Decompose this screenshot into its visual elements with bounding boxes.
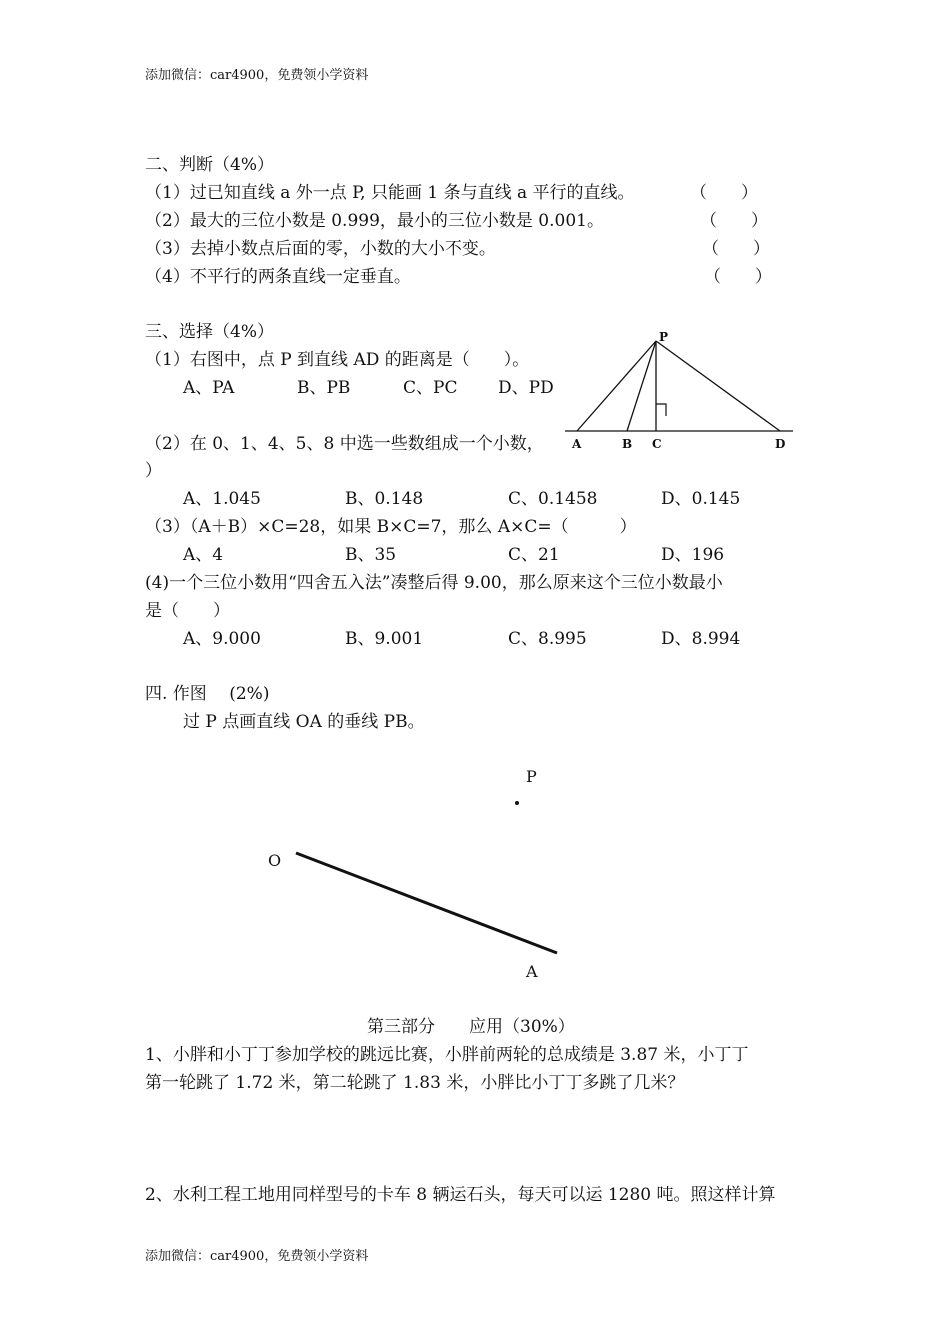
section3-title: 三、选择（4%） xyxy=(145,322,274,342)
choice-q4-option-a: A、9.000 xyxy=(183,629,261,649)
line-oa xyxy=(296,853,557,953)
draw-point-o-label: O xyxy=(268,851,282,870)
judge-item-3: （3）去掉小数点后面的零，小数的大小不变。 xyxy=(145,239,496,259)
choice-q4-option-b: B、9.001 xyxy=(345,629,424,649)
choice-q3: （3）（A＋B）×C=28，如果 B×C=7，那么 A×C=（ ） xyxy=(145,517,637,537)
choice-q2-option-b: B、0.148 xyxy=(345,489,424,509)
point-a-label: A xyxy=(572,437,582,451)
choice-q3-option-b: B、35 xyxy=(345,545,397,565)
figure-mask xyxy=(545,428,553,456)
choice-q2-line2: ） xyxy=(145,461,162,481)
choice-q2-line1: （2）在 0、1、4、5、8 中选一些数组成一个小数， xyxy=(145,434,544,454)
page-header: 添加微信：car4900，免费领小学资料 xyxy=(145,68,369,83)
judge-item-1: （1）过已知直线 a 外一点 P, 只能画 1 条与直线 a 平行的直线。 xyxy=(145,183,635,203)
draw-point-p xyxy=(515,801,519,805)
segment-pd xyxy=(656,341,780,431)
point-b-label: B xyxy=(622,437,633,451)
choice-q4-line1: (4)一个三位小数用“四舍五入法”凑整后得 9.00，那么原来这个三位小数最小 xyxy=(145,573,723,593)
point-p-label: P xyxy=(659,330,669,344)
choice-q4-option-d: D、8.994 xyxy=(661,629,741,649)
judge-bracket-4: （ ） xyxy=(704,267,772,287)
point-d-label: D xyxy=(775,437,786,451)
choice-q3-option-c: C、21 xyxy=(508,545,560,565)
draw-point-a-label: A xyxy=(526,962,538,981)
judge-item-2: （2）最大的三位小数是 0.999，最小的三位小数是 0.001。 xyxy=(145,211,604,231)
apply-q2-line1: 2、水利工程工地用同样型号的卡车 8 辆运石头，每天可以运 1280 吨。照这样计算 xyxy=(145,1185,776,1205)
choice-q1: （1）右图中，点 P 到直线 AD 的距离是（ ）。 xyxy=(145,350,530,370)
choice-q4-option-c: C、8.995 xyxy=(508,629,587,649)
part3-title: 第三部分 应用（30%） xyxy=(367,1017,575,1037)
choice-q3-option-a: A、4 xyxy=(183,545,224,565)
judge-item-4: （4）不平行的两条直线一定垂直。 xyxy=(145,267,411,287)
choice-q1-option-a: A、PA xyxy=(183,378,235,398)
point-c-label: C xyxy=(652,437,662,451)
apply-q1-line2: 第一轮跳了 1.72 米，第二轮跳了 1.83 米，小胖比小丁丁多跳了几米？ xyxy=(145,1073,685,1093)
section4-title: 四. 作图 (2%) xyxy=(145,684,270,704)
section2-title: 二、判断（4%） xyxy=(145,155,274,175)
choice-q3-option-d: D、196 xyxy=(661,545,725,565)
section4-instruction: 过 P 点画直线 OA 的垂线 PB。 xyxy=(183,712,425,732)
apply-q1-line1: 1、小胖和小丁丁参加学校的跳远比赛，小胖前两轮的总成绩是 3.87 米，小丁丁 xyxy=(145,1045,749,1065)
page-footer: 添加微信：car4900，免费领小学资料 xyxy=(145,1249,369,1264)
judge-bracket-1: （ ） xyxy=(690,183,758,203)
choice-q1-option-d: D、PD xyxy=(498,378,554,398)
choice-q2-option-c: C、0.1458 xyxy=(508,489,598,509)
segment-pa xyxy=(577,341,656,431)
choice-q4-line2: 是（ ） xyxy=(145,601,230,621)
right-angle-mark xyxy=(656,404,666,416)
choice-q1-option-c: C、PC xyxy=(403,378,458,398)
draw-point-p-label: P xyxy=(526,767,537,786)
judge-bracket-2: （ ） xyxy=(700,211,768,231)
judge-bracket-3: （ ） xyxy=(702,239,770,259)
choice-q2-option-a: A、1.045 xyxy=(183,489,261,509)
segment-pb xyxy=(627,341,656,431)
choice-q2-option-d: D、0.145 xyxy=(661,489,741,509)
choice-q1-option-b: B、PB xyxy=(297,378,351,398)
